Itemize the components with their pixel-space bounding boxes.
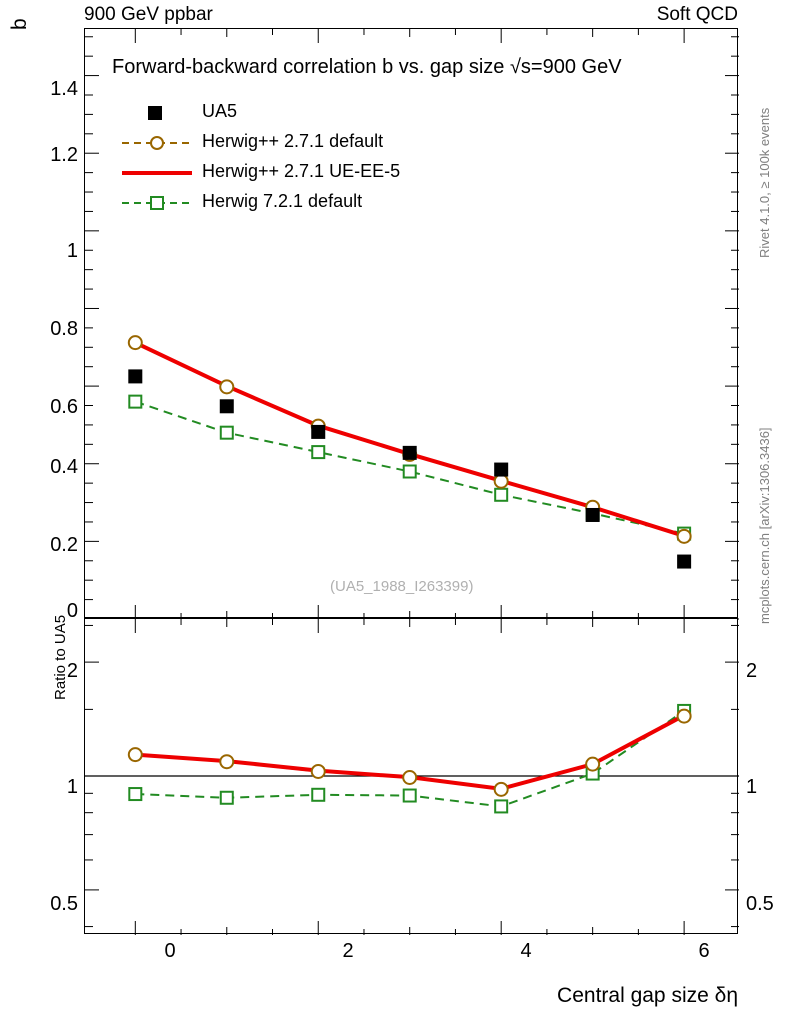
header-right-label: Soft QCD — [656, 4, 738, 25]
legend-key-square-filled-icon — [120, 98, 194, 128]
ratio-y-tick-label-1-left: 1 — [66, 776, 78, 798]
y-tick-label-0.8: 0.8 — [50, 318, 78, 340]
header-left-label: 900 GeV ppbar — [84, 4, 213, 25]
ratio-plot-canvas — [85, 619, 739, 935]
legend-label-herwig7-default: Herwig 7.2.1 default — [202, 191, 363, 211]
x-tick-label-6: 6 — [698, 940, 710, 962]
ratio-y-tick-label-2-left: 2 — [66, 660, 78, 682]
ratio-y-tick-label-0.5-left: 0.5 — [50, 893, 78, 915]
y-tick-label-0.2: 0.2 — [50, 534, 78, 556]
dataset-watermark: (UA5_1988_I263399) — [330, 578, 474, 595]
legend-entry-herwigpp-ueee5 — [120, 158, 450, 188]
legend-key-solid-red-icon — [120, 158, 194, 188]
y-tick-label-0.6: 0.6 — [50, 396, 78, 418]
ratio-plot-panel — [84, 618, 738, 934]
legend-entry-herwigpp-default — [120, 128, 450, 158]
x-tick-label-0: 0 — [164, 940, 176, 962]
plot-title: Forward-backward correlation b vs. gap size √s=900 GeV — [112, 56, 622, 78]
legend-label-ua5: UA5 — [202, 101, 238, 121]
legend — [120, 98, 450, 218]
legend-label-herwigpp-ueee5: Herwig++ 2.7.1 UE-EE-5 — [202, 161, 401, 181]
y-axis-title: b — [8, 18, 31, 30]
ratio-y-axis-title: Ratio to UA5 — [52, 614, 69, 700]
legend-key-dashed-circle-icon — [120, 128, 194, 158]
legend-key-dashed-square-icon — [120, 188, 194, 218]
x-axis-title: Central gap size δη — [557, 984, 738, 1007]
mcplots-arxiv-annotation: mcplots.cern.ch [arXiv:1306.3436] — [757, 427, 772, 624]
legend-entry-ua5 — [120, 98, 450, 128]
ratio-y-tick-label-2-right: 2 — [746, 660, 758, 682]
y-tick-label-1: 1 — [66, 240, 78, 262]
ratio-y-tick-label-1-right: 1 — [746, 776, 758, 798]
legend-label-herwigpp-default: Herwig++ 2.7.1 default — [202, 131, 384, 151]
y-tick-label-0: 0 — [66, 600, 78, 622]
y-tick-label-1.4: 1.4 — [50, 78, 78, 100]
y-tick-label-0.4: 0.4 — [50, 456, 78, 478]
y-tick-label-1.2: 1.2 — [50, 144, 78, 166]
legend-entry-herwig7-default — [120, 188, 450, 218]
x-tick-label-2: 2 — [342, 940, 354, 962]
ratio-y-tick-label-0.5-right: 0.5 — [746, 893, 774, 915]
x-tick-label-4: 4 — [520, 940, 532, 962]
rivet-version-annotation: Rivet 4.1.0, ≥ 100k events — [757, 107, 772, 258]
